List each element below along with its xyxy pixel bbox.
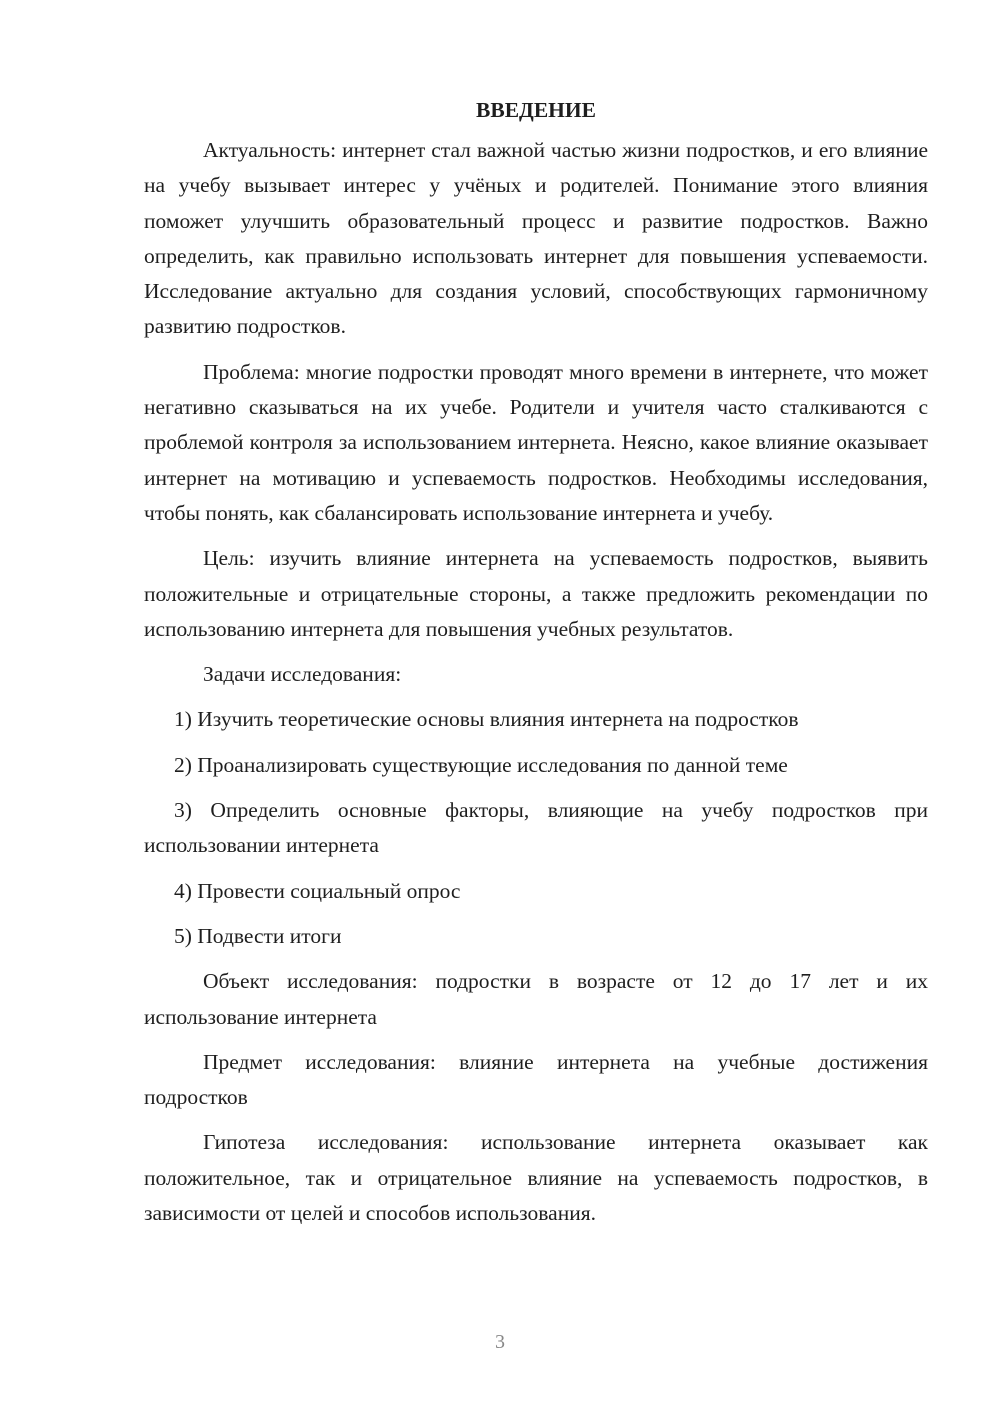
relevance-paragraph: Актуальность: интернет стал важной частью жизни подростков, и его влияние на учебу вызывает интерес у учёных и родителей. Понимание этого влияния поможет улучшить образовательный процесс и развитие подростков. Важно определить, как правильно использовать интернет для повышения успеваемости. Исследование актуально для создания условий, способствующих гармоничному развитию подростков. [144,138,928,339]
list-item: 1) Изучить теоретические основы влияния интернета на подростков [174,707,799,732]
problem-paragraph: Проблема: многие подростки проводят много времени в интернете, что может негативно сказываться на их учебе. Родители и учителя часто сталкиваются с проблемой контроля за использованием интернета. Неясно, какое влияние оказывает интернет на мотивацию и успеваемость подростков. Необходимы исследования, чтобы понять, как сбалансировать использование интернета и учебу. [144,359,928,525]
list-item: 2) Проанализировать существующие исследования по данной теме [174,752,788,777]
goal-paragraph: Цель: изучить влияние интернета на успеваемость подростков, выявить положительные и отрицательные стороны, а также предложить рекомендации по использованию интернета для повышения учебных результатов. [144,546,928,641]
list-item: 3) Определить основные факторы, влияющие на учебу подростков при использовании интернета [144,798,928,858]
object-paragraph: Объект исследования: подростки в возрасте от 12 до 17 лет и их использование интернета [144,969,928,1029]
hypothesis-paragraph: Гипотеза исследования: использование интернета оказывает как положительное, так и отрицательное влияние на успеваемость подростков, в зависимости от целей и способов использования. [144,1130,928,1226]
tasks-heading: Задачи исследования: [203,662,402,687]
list-item: 5) Подвести итоги [174,923,342,948]
page-title: ВВЕДЕНИЕ [476,98,596,122]
list-item: 4) Провести социальный опрос [174,878,461,903]
document-body [144,93,928,1241]
tasks-list [144,702,928,954]
subject-paragraph: Предмет исследования: влияние интернета на учебные достижения подростков [144,1049,928,1110]
page-number: 3 [495,1331,505,1353]
